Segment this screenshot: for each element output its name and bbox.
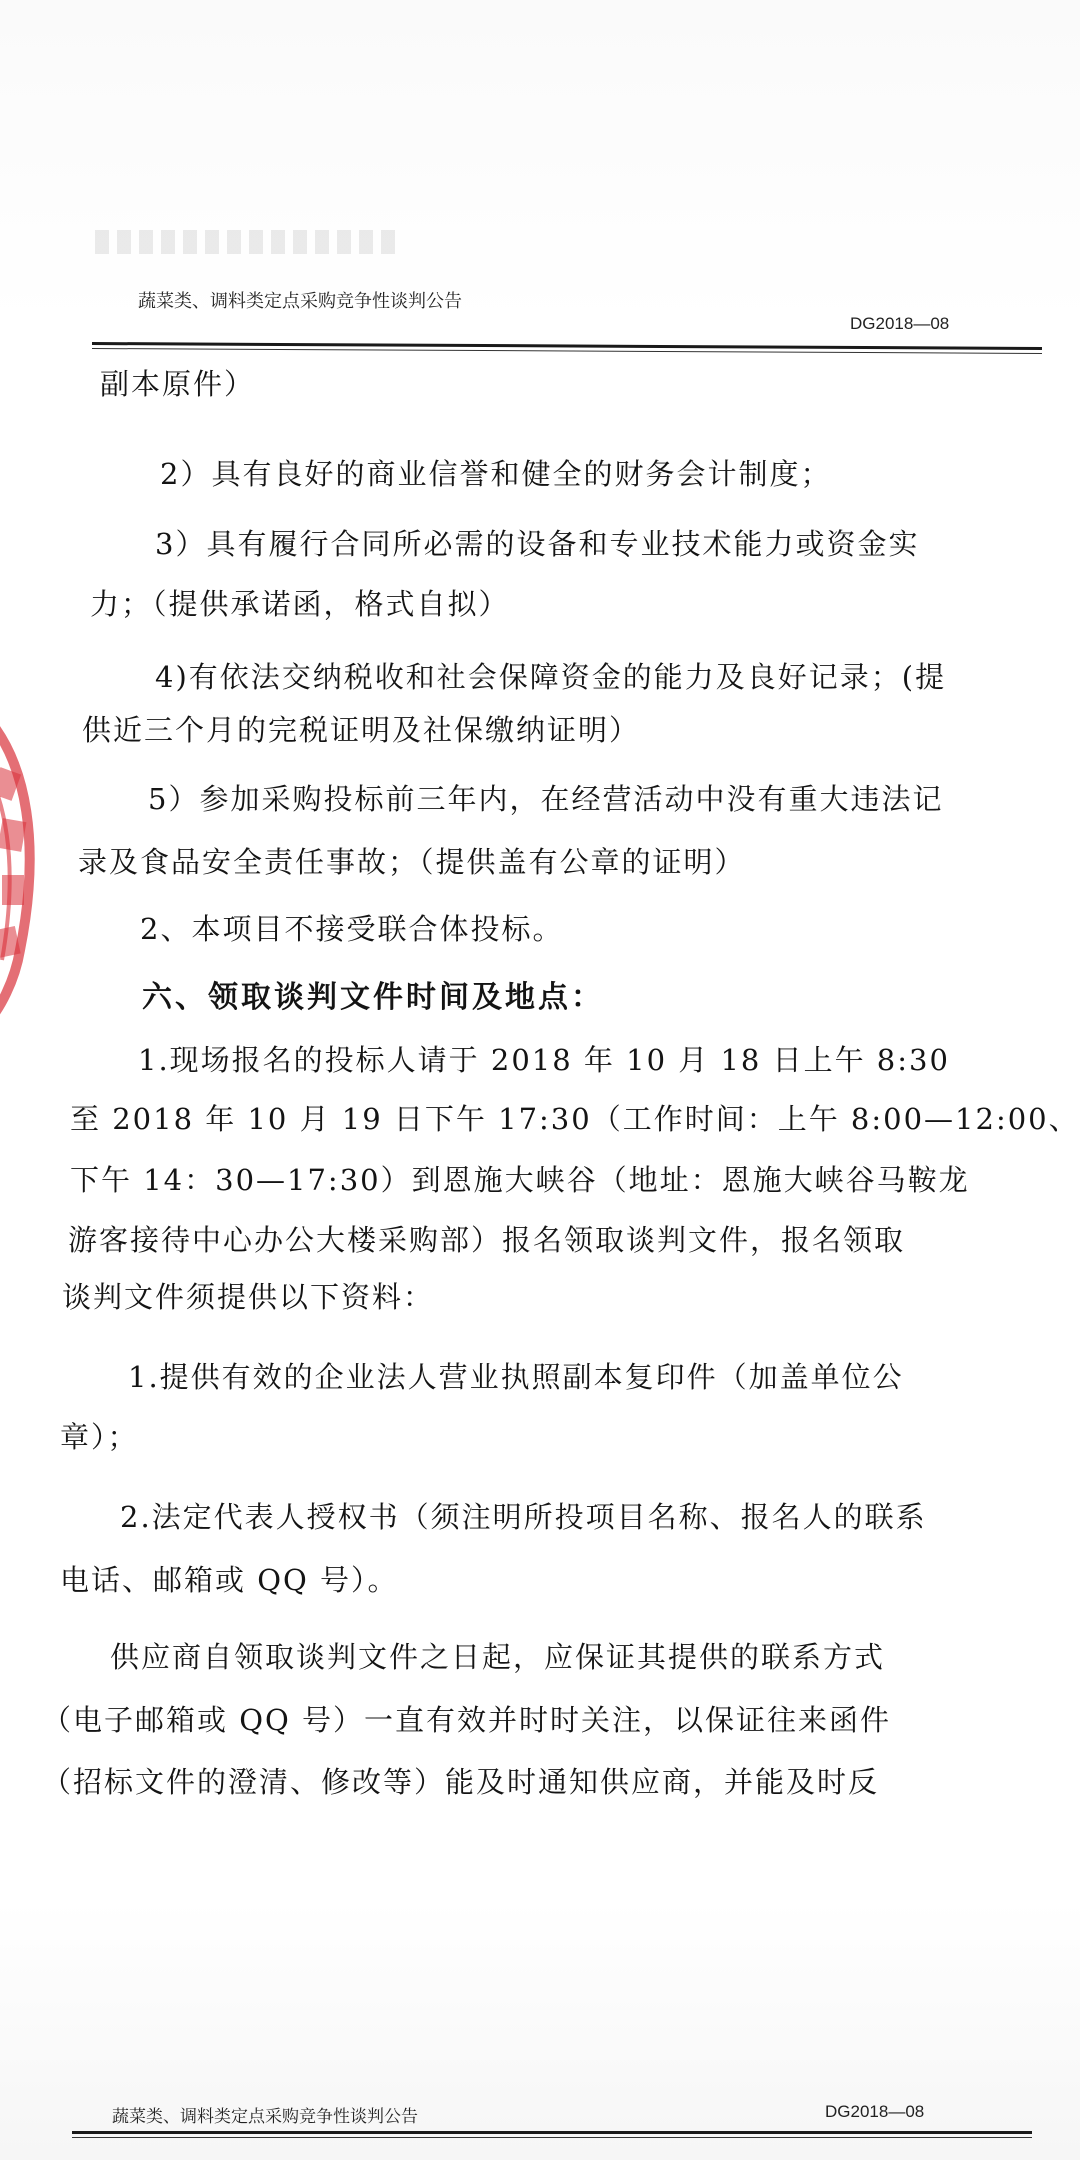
body-line: 至 2018 年 10 月 19 日下午 17:30（工作时间：上午 8:00—12:00、 (70, 1102, 1080, 1136)
body-line: （电子邮箱或 QQ 号）一直有效并时时关注，以保证往来函件 (42, 1703, 891, 1737)
bleed-through-text (95, 230, 395, 254)
header-title: 蔬菜类、调料类定点采购竞争性谈判公告 (138, 291, 462, 312)
body-line: 谈判文件须提供以下资料： (62, 1280, 435, 1314)
header-document-code: DG2018—08 (850, 314, 950, 333)
section-heading: 六、领取谈判文件时间及地点： (142, 980, 604, 1015)
body-line: （招标文件的澄清、修改等）能及时通知供应商，并能及时反 (42, 1765, 880, 1799)
body-line: 1.提供有效的企业法人营业执照副本复印件（加盖单位公 (128, 1360, 904, 1394)
body-line: 3）具有履行合同所必需的设备和专业技术能力或资金实 (155, 527, 920, 561)
body-line: 4)有依法交纳税收和社会保障资金的能力及良好记录；(提 (155, 660, 947, 694)
footer-title: 蔬菜类、调料类定点采购竞争性谈判公告 (112, 2107, 418, 2127)
body-line: 1.现场报名的投标人请于 2018 年 10 月 18 日上午 8:30 (138, 1043, 950, 1077)
footer-rule-thin (72, 2137, 1032, 2138)
body-line: 供近三个月的完税证明及社保缴纳证明） (82, 713, 641, 747)
footer-rule (72, 2131, 1032, 2134)
body-line: 供应商自领取谈判文件之日起，应保证其提供的联系方式 (110, 1640, 886, 1674)
body-line: 录及食品安全责任事故；（提供盖有公章的证明） (78, 845, 746, 879)
body-line: 章）； (60, 1420, 139, 1454)
body-line: 游客接待中心办公大楼采购部）报名领取谈判文件，报名领取 (68, 1223, 906, 1257)
body-line: 下午 14：30—17:30）到恩施大峡谷（地址：恩施大峡谷马鞍龙 (70, 1163, 970, 1197)
body-line: 力；（提供承诺函，格式自拟） (90, 587, 510, 621)
body-line: 电话、邮箱或 QQ 号）。 (60, 1563, 399, 1597)
footer-document-code: DG2018—08 (825, 2102, 925, 2121)
body-line: 2、本项目不接受联合体投标。 (140, 912, 564, 946)
body-line: 5）参加采购投标前三年内，在经营活动中没有重大违法记 (148, 782, 944, 816)
body-line: 2.法定代表人授权书（须注明所投项目名称、报名人的联系 (120, 1500, 927, 1534)
body-line: 2）具有良好的商业信誉和健全的财务会计制度； (160, 457, 832, 491)
red-seal-fragment (0, 700, 50, 1030)
body-line: 副本原件） (100, 367, 256, 401)
